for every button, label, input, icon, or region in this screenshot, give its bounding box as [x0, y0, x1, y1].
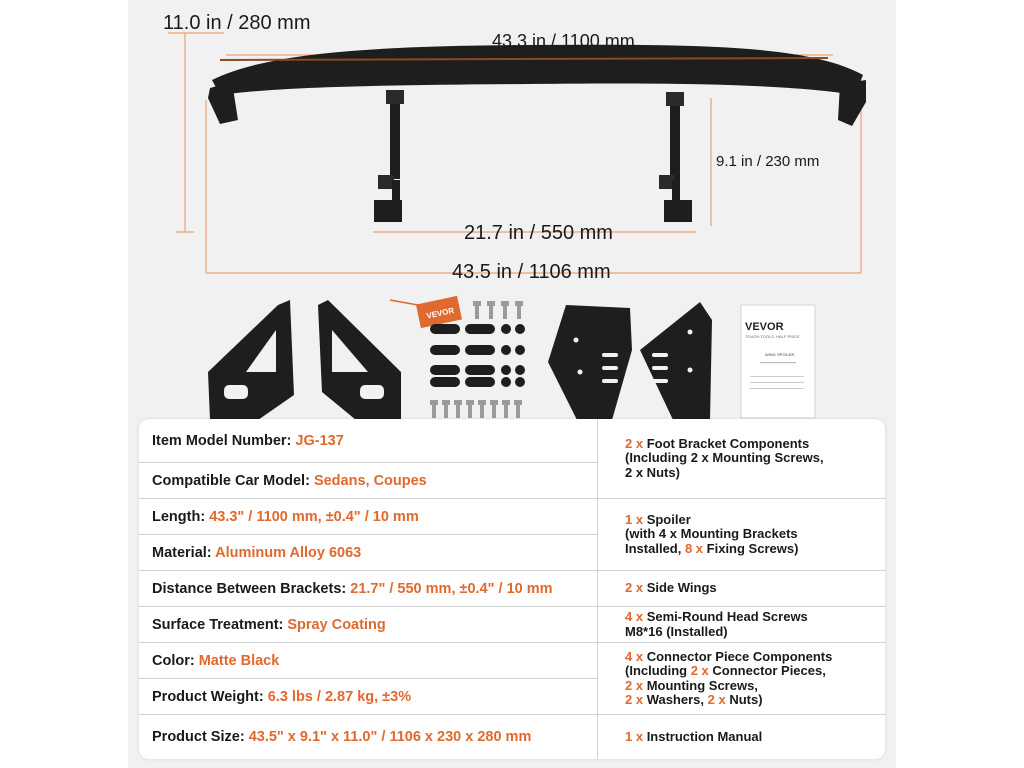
accessory-tag [390, 296, 462, 328]
package-item-line [625, 451, 824, 466]
spec-value: Matte Black [198, 652, 280, 669]
package-description: Washers, [646, 692, 708, 707]
spec-label: Color: [152, 652, 199, 669]
spec-row [139, 607, 597, 643]
package-item-line [625, 513, 798, 528]
spec-label: Product Weight: [152, 688, 268, 705]
package-item-line [625, 527, 798, 542]
spec-row [139, 419, 597, 463]
package-item-text [598, 650, 832, 708]
package-description: Nuts) [729, 692, 763, 707]
foot-brackets [208, 300, 401, 420]
manual-tagline: TOUGH TOOLS, HALF PRICE [745, 334, 800, 339]
spec-text [139, 581, 553, 597]
spec-text [139, 729, 531, 745]
package-item [598, 715, 886, 759]
spec-label: Compatible Car Model: [152, 472, 314, 489]
package-quantity: 2 x [690, 663, 713, 678]
package-item-line [625, 610, 808, 625]
spec-row [139, 463, 597, 499]
specifications-table [139, 419, 885, 759]
wing-length-dimension-label: 43.3 in / 1100 mm [492, 31, 635, 51]
spec-value: Sedans, Coupes [313, 472, 427, 489]
package-description: Foot Bracket Components [646, 435, 810, 451]
package-item-line [625, 625, 808, 640]
package-contents-column [597, 419, 886, 759]
package-quantity: 8 x [684, 540, 707, 556]
package-quantity: 2 x [625, 692, 647, 707]
package-item-line [625, 581, 717, 596]
package-quantity: 1 x [625, 728, 647, 744]
manual-brand-label: VEVOR [745, 321, 784, 333]
bracket-height-dimension-label: 9.1 in / 230 mm [716, 153, 820, 170]
spec-row [139, 499, 597, 535]
spec-text [139, 545, 361, 561]
package-description: (with 4 x Mounting Brackets [625, 526, 798, 542]
package-item-line [625, 437, 824, 452]
package-description: Mounting Screws, [646, 677, 758, 693]
spec-value: Aluminum Alloy 6063 [215, 544, 362, 561]
package-quantity: 1 x [625, 511, 647, 527]
instruction-manual [741, 305, 815, 418]
spec-row [139, 535, 597, 571]
package-description: Semi-Round Head Screws [646, 609, 808, 624]
product-infographic [128, 0, 896, 768]
package-item-line [625, 650, 832, 665]
package-item [598, 607, 886, 643]
spec-label: Material: [152, 544, 216, 561]
package-item-text [598, 581, 717, 596]
spec-text [139, 509, 419, 525]
package-item-text [598, 730, 762, 745]
spec-text [139, 473, 427, 489]
spec-label: Product Size: [152, 729, 249, 745]
spec-label: Length: [152, 508, 210, 525]
side-wings [548, 302, 712, 422]
spec-label: Item Model Number: [152, 432, 296, 449]
spec-row [139, 715, 597, 759]
spec-text [139, 689, 411, 705]
tag-brand-label: VEVOR [425, 305, 455, 321]
package-item [598, 643, 886, 715]
package-description: M8*16 (Installed) [625, 623, 728, 639]
spec-text [139, 617, 386, 633]
package-description: Spoiler [646, 511, 691, 527]
package-description: Instruction Manual [646, 728, 763, 744]
spec-value: 43.5" x 9.1" x 11.0" / 1106 x 230 x 280 mm [248, 729, 532, 745]
package-item-line [625, 693, 832, 708]
package-item-text [598, 513, 798, 557]
package-item-line [625, 730, 762, 745]
spec-value: 6.3 lbs / 2.87 kg, ±3% [267, 688, 412, 705]
package-item [598, 419, 886, 499]
package-item-line [625, 466, 824, 481]
spec-value: JG-137 [295, 432, 344, 449]
bracket-distance-dimension-label: 21.7 in / 550 mm [464, 222, 613, 244]
spec-row [139, 679, 597, 715]
package-quantity: 2 x [625, 435, 647, 451]
package-description: (Including [625, 663, 691, 678]
package-description: Connector Piece Components [646, 648, 833, 664]
package-description: Fixing Screws) [706, 540, 799, 556]
spec-row [139, 571, 597, 607]
package-quantity: 2 x [625, 677, 647, 693]
rear-wing-spoiler [208, 45, 866, 222]
package-item [598, 571, 886, 607]
spec-text [139, 653, 279, 669]
spec-text [139, 433, 344, 449]
package-description: Installed, [625, 540, 685, 556]
package-item-line [625, 664, 832, 679]
total-length-dimension-label: 43.5 in / 1106 mm [452, 261, 611, 283]
height-dimension-label: 11.0 in / 280 mm [163, 12, 311, 34]
package-item-text [598, 437, 824, 481]
package-item [598, 499, 886, 571]
manual-title: WING SPOILER [765, 352, 795, 357]
package-quantity: 2 x [625, 580, 647, 596]
specs-column [139, 419, 597, 759]
package-description: Side Wings [646, 580, 717, 596]
product-illustration [128, 0, 896, 430]
spec-label: Surface Treatment: [152, 616, 288, 633]
spec-value: 21.7" / 550 mm, ±0.4" / 10 mm [350, 580, 553, 597]
package-description: Connector Pieces, [712, 663, 826, 678]
package-quantity: 2 x [707, 692, 730, 707]
package-item-text [598, 610, 808, 639]
package-quantity: 4 x [625, 609, 647, 624]
spec-value: 43.3" / 1100 mm, ±0.4" / 10 mm [209, 508, 419, 525]
spec-row [139, 643, 597, 679]
package-description: (Including 2 x Mounting Screws, [625, 450, 824, 466]
package-quantity: 4 x [625, 648, 647, 664]
package-item-line [625, 542, 798, 557]
package-item-line [625, 679, 832, 694]
spec-value: Spray Coating [287, 616, 386, 633]
spec-label: Distance Between Brackets: [152, 580, 351, 597]
package-description: 2 x Nuts) [625, 464, 680, 480]
